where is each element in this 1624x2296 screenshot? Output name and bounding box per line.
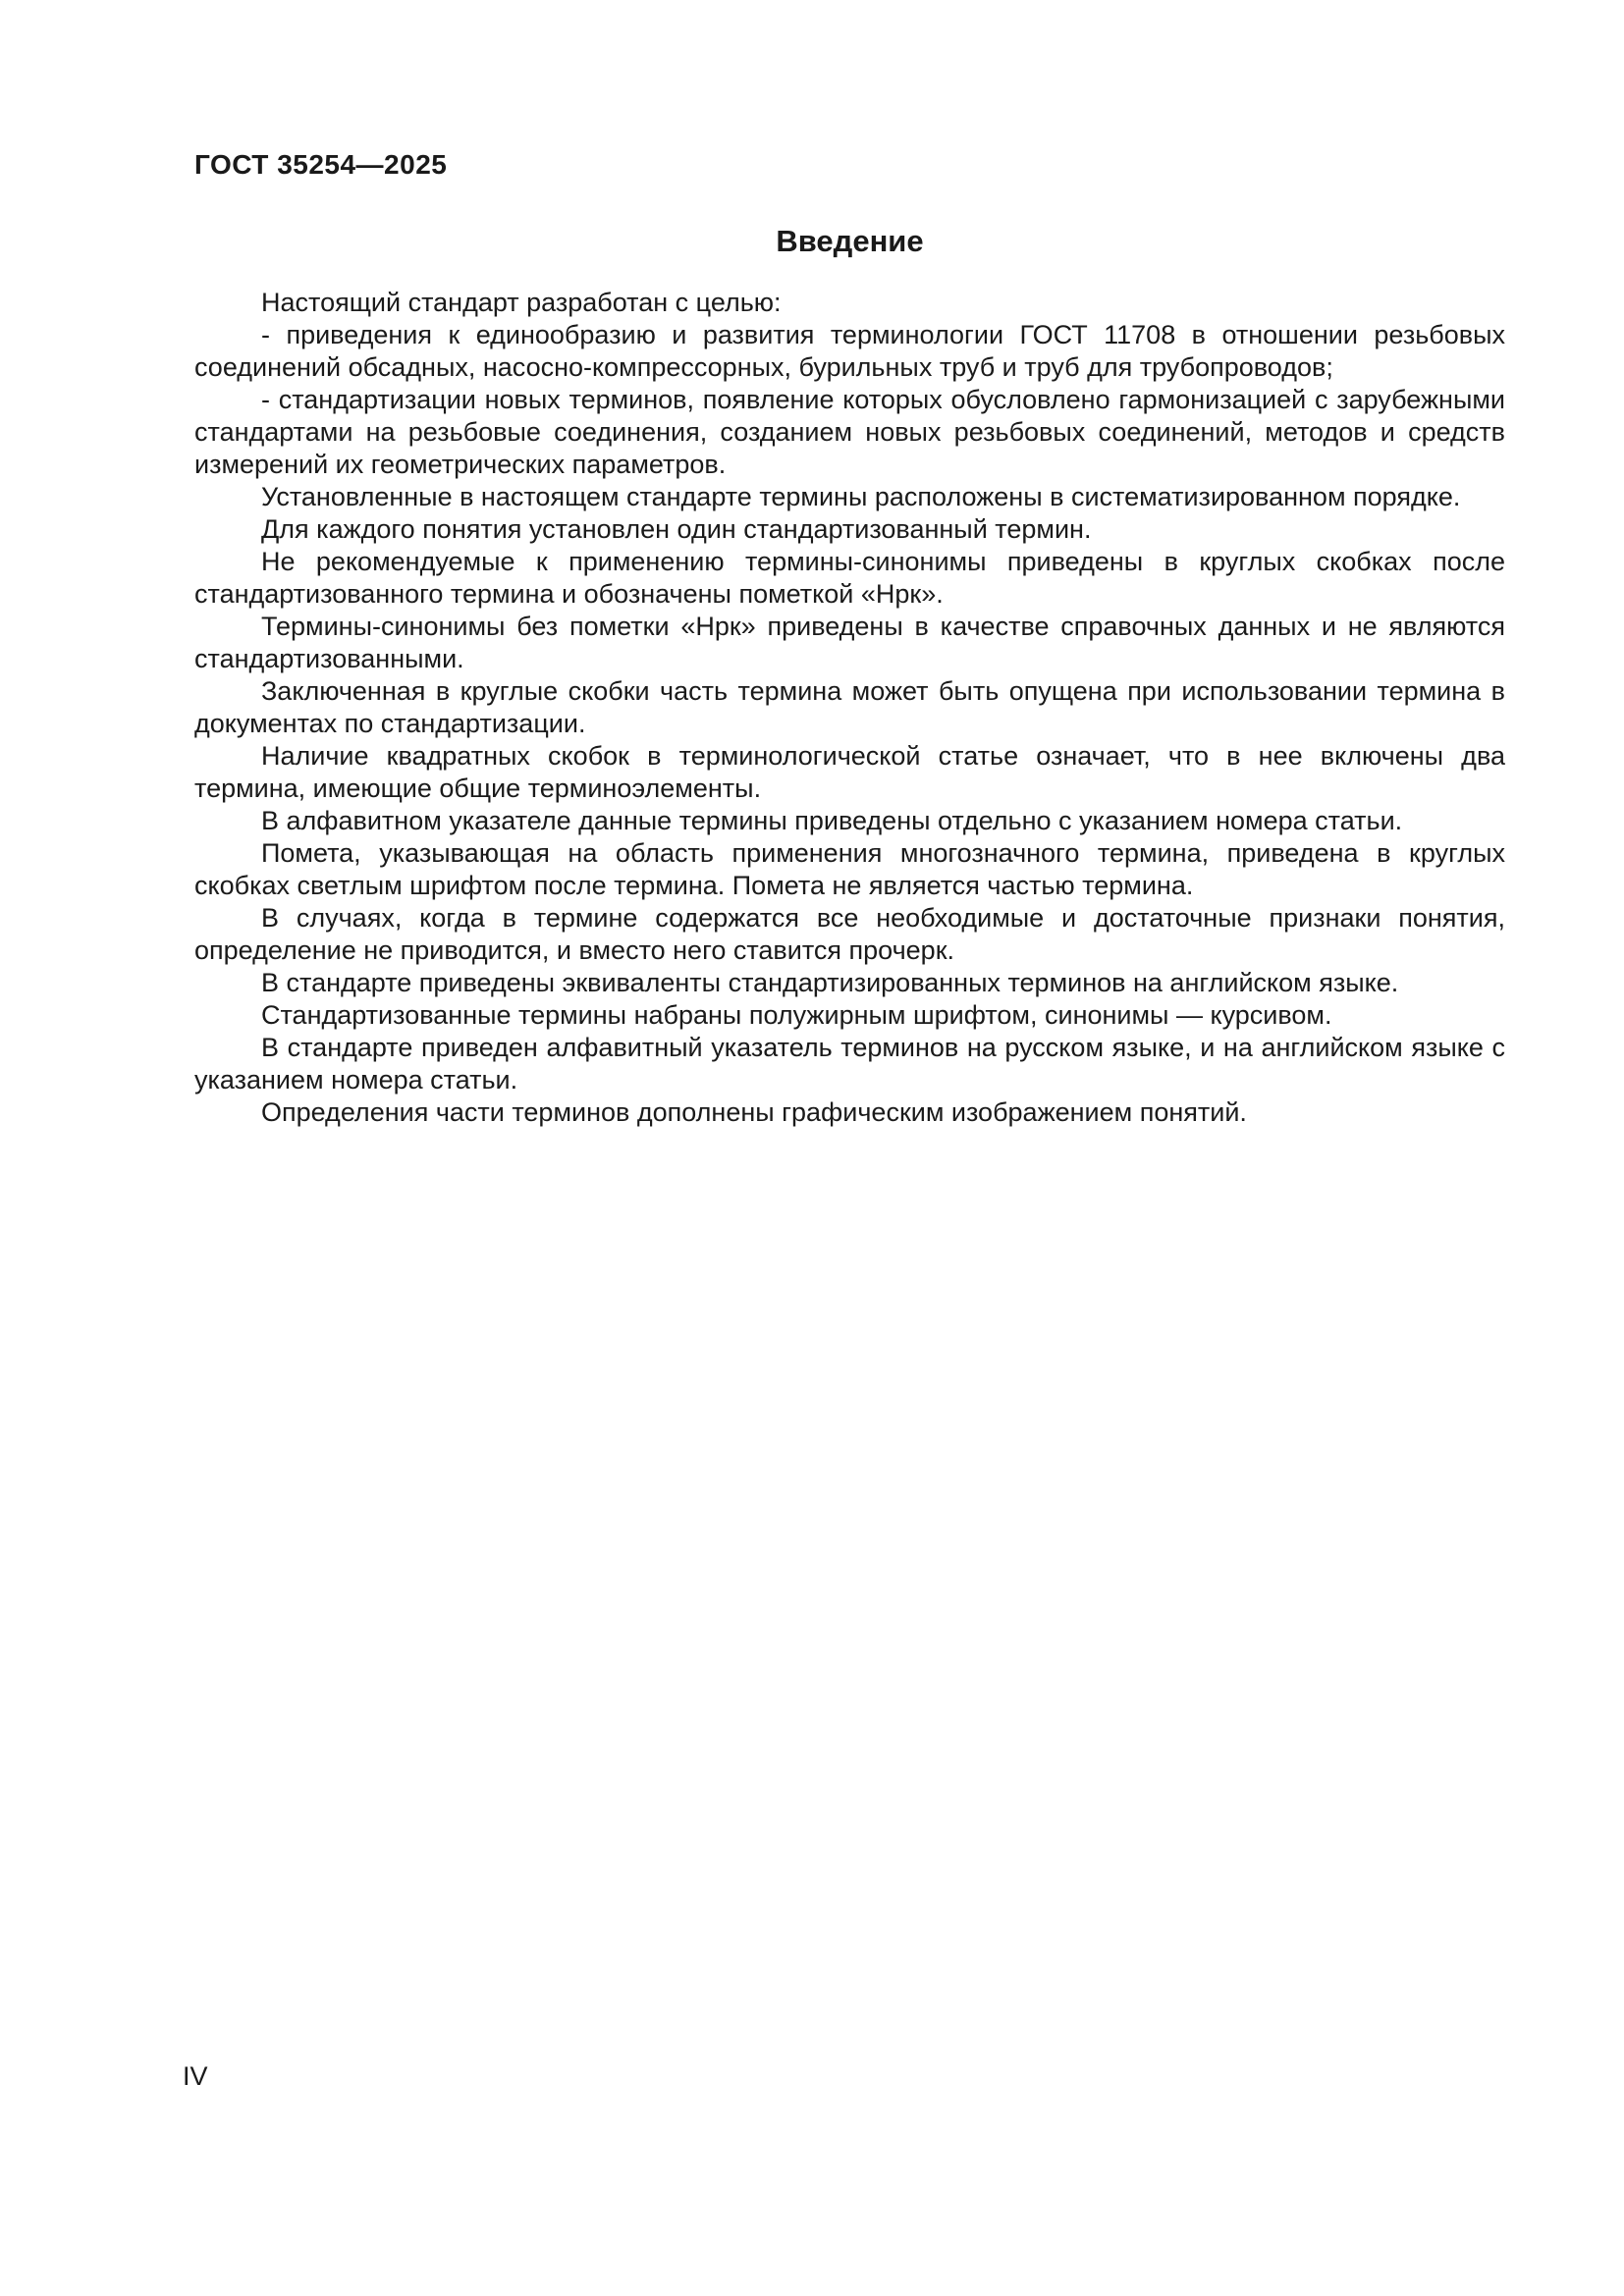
intro-paragraph: В стандарте приведены эквиваленты стандартизированных терминов на английском языке. xyxy=(261,968,1399,997)
intro-paragraph: Помета, указывающая на область применения многозначного термина, приведена в круглых скобках светлым шрифтом после термина. Помета не является частью термина. xyxy=(194,838,1505,900)
intro-paragraph: Наличие квадратных скобок в терминологической статье означает, что в нее включены два термина, имеющие общие терминоэлементы. xyxy=(194,741,1505,803)
intro-paragraph: Заключенная в круглые скобки часть термина может быть опущена при использовании термина в документах по стандартизации. xyxy=(194,676,1505,738)
intro-paragraph: Настоящий стандарт разработан с целью: xyxy=(261,288,782,317)
intro-paragraph: Не рекомендуемые к применению термины-синонимы приведены в круглых скобках после стандартизованного термина и обозначены пометкой «Нрк». xyxy=(194,547,1505,609)
intro-paragraph: Установленные в настоящем стандарте термины расположены в систематизированном порядке. xyxy=(261,482,1461,511)
intro-paragraph: В стандарте приведен алфавитный указатель терминов на русском языке, и на английском языке с указанием номера статьи. xyxy=(194,1033,1505,1095)
intro-paragraph: В случаях, когда в термине содержатся все необходимые и достаточные признаки понятия, определение не приводится, и вместо него ставится прочерк. xyxy=(194,903,1505,965)
introduction-text xyxy=(194,287,1505,1129)
intro-paragraph: Определения части терминов дополнены графическим изображением понятий. xyxy=(261,1097,1247,1127)
intro-paragraph: Термины-синонимы без пометки «Нрк» приведены в качестве справочных данных и не являются стандартизованными. xyxy=(194,612,1505,673)
intro-paragraph: - стандартизации новых терминов, появление которых обусловлено гармонизацией с зарубежными стандартами на резьбовые соединения, созданием новых резьбовых соединений, методов и средств измерений их геометрических параметров. xyxy=(194,385,1505,479)
intro-paragraph: В алфавитном указателе данные термины приведены отдельно с указанием номера статьи. xyxy=(261,806,1403,835)
intro-paragraph: Для каждого понятия установлен один стандартизованный термин. xyxy=(261,514,1092,544)
standard-code: ГОСТ 35254—2025 xyxy=(194,149,448,180)
intro-paragraph: - приведения к единообразию и развития терминологии ГОСТ 11708 в отношении резьбовых соединений обсадных, насосно-компрессорных, бурильных труб и труб для трубопроводов; xyxy=(194,320,1505,382)
page-number: IV xyxy=(183,2061,208,2091)
section-title: Введение xyxy=(776,224,924,258)
intro-paragraph: Стандартизованные термины набраны полужирным шрифтом, синонимы — курсивом. xyxy=(261,1000,1332,1030)
